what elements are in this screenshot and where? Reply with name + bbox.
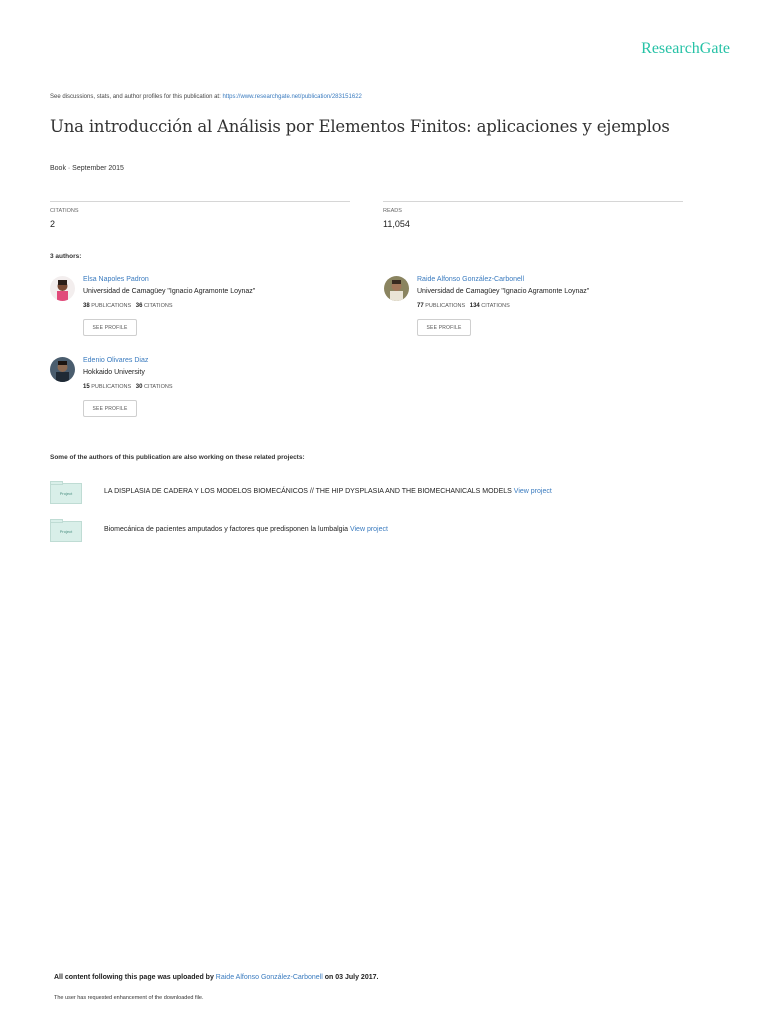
publication-type-date: Book · September 2015	[50, 165, 124, 172]
project-title: Biomecánica de pacientes amputados y factores que predisponen la lumbalgia	[104, 526, 348, 533]
citations-label: CITATIONS	[143, 384, 173, 390]
reads-divider	[383, 201, 683, 202]
upload-note	[54, 974, 378, 981]
citations-label: CITATIONS	[50, 208, 79, 214]
publications-label: PUBLICATIONS	[91, 303, 132, 309]
enhancement-note: The user has requested enhancement of the downloaded file.	[54, 995, 204, 1001]
author-institution: Universidad de Camagüey "Ignacio Agramonte Loynaz"	[83, 288, 256, 295]
author-avatar[interactable]	[384, 276, 409, 301]
authors-heading: 3 authors:	[50, 253, 82, 260]
view-project-link[interactable]: View project	[349, 526, 388, 533]
author-avatar[interactable]	[50, 357, 75, 382]
publication-url-link[interactable]: https://www.researchgate.net/publication/283151622	[222, 94, 362, 100]
publications-count: 77	[417, 303, 424, 309]
project-description	[104, 488, 552, 495]
citations-count: 30	[135, 384, 143, 390]
project-title: LA DISPLASIA DE CADERA Y LOS MODELOS BIOMECÁNICOS // THE HIP DYSPLASIA AND THE BIOMECHANICALS MODELS	[104, 488, 512, 495]
project-folder-icon	[50, 481, 82, 504]
citations-label: CITATIONS	[143, 303, 173, 309]
project-description	[104, 526, 388, 533]
see-profile-button[interactable]: SEE PROFILE	[83, 400, 137, 417]
project-icon-label: Project	[59, 491, 73, 496]
publications-count: 38	[83, 303, 90, 309]
author-avatar[interactable]	[50, 276, 75, 301]
author-institution: Hokkaido University	[83, 369, 145, 376]
see-profile-button[interactable]: SEE PROFILE	[417, 319, 471, 336]
author-name-link[interactable]: Elsa Napoles Padron	[83, 276, 149, 283]
upload-suffix: on 03 July 2017.	[322, 974, 379, 981]
discussion-note	[50, 94, 362, 100]
related-projects-heading: Some of the authors of this publication are also working on these related projects:	[50, 454, 305, 461]
author-counts	[83, 384, 173, 390]
author-counts	[417, 303, 510, 309]
project-icon-label: Project	[59, 529, 73, 534]
citations-value: 2	[50, 219, 56, 229]
publication-title: Una introducción al Análisis por Elementos Finitos: aplicaciones y ejemplos	[50, 117, 670, 136]
reads-value: 11,054	[383, 219, 410, 229]
publications-label: PUBLICATIONS	[425, 303, 466, 309]
researchgate-logo[interactable]: ResearchGate	[641, 40, 730, 57]
see-profile-button[interactable]: SEE PROFILE	[83, 319, 137, 336]
upload-prefix: All content following this page was uploaded by	[54, 974, 216, 981]
citations-divider	[50, 201, 350, 202]
author-institution: Universidad de Camagüey "Ignacio Agramonte Loynaz"	[417, 288, 590, 295]
citations-count: 36	[135, 303, 143, 309]
uploader-link[interactable]: Raide Alfonso González-Carbonell	[215, 974, 323, 981]
citations-count: 134	[469, 303, 480, 309]
author-name-link[interactable]: Edenio Olivares Diaz	[83, 357, 149, 364]
view-project-link[interactable]: View project	[513, 488, 552, 495]
publications-label: PUBLICATIONS	[91, 384, 132, 390]
publications-count: 15	[83, 384, 90, 390]
author-counts	[83, 303, 173, 309]
project-folder-icon	[50, 519, 82, 542]
citations-label: CITATIONS	[481, 303, 510, 309]
author-name-link[interactable]: Raide Alfonso González-Carbonell	[417, 276, 525, 283]
reads-label: READS	[383, 208, 402, 214]
discussion-prefix: See discussions, stats, and author profiles for this publication at:	[50, 94, 223, 100]
